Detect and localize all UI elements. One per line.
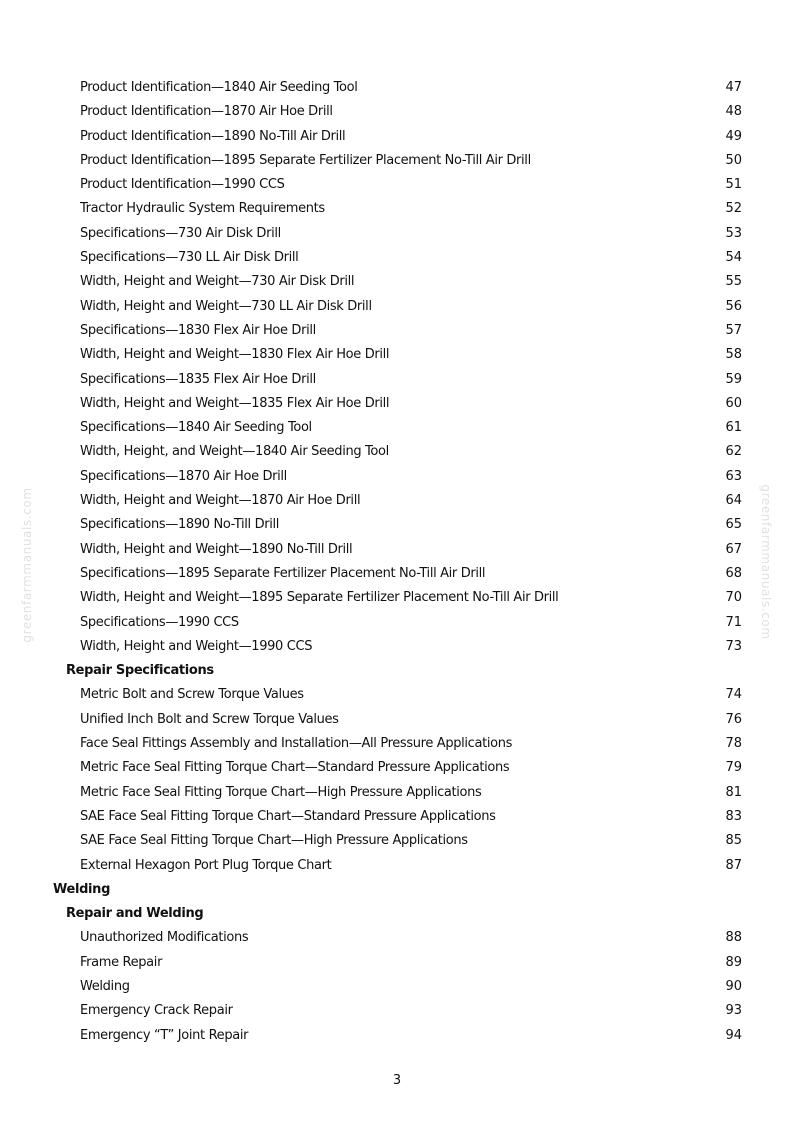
- toc-entry[interactable]: [0, 270, 794, 294]
- toc-entry-page-number: 55: [725, 274, 742, 290]
- toc-entry-title: SAE Face Seal Fitting Torque Chart—High Pressure Applications: [80, 833, 468, 849]
- toc-entry[interactable]: [0, 829, 794, 853]
- toc-entry-page-number: 74: [725, 687, 742, 703]
- toc-entry-title: Width, Height and Weight—1830 Flex Air Hoe Drill: [80, 347, 390, 363]
- toc-entry-title: Specifications—1890 No-Till Drill: [80, 517, 280, 533]
- page-number: 3: [392, 1073, 402, 1088]
- toc-entry-page-number: 76: [725, 711, 742, 727]
- toc-entry[interactable]: [0, 368, 794, 392]
- toc-entry[interactable]: [0, 295, 794, 319]
- toc-entry-page-number: 52: [725, 201, 742, 217]
- toc-entry[interactable]: [0, 781, 794, 805]
- toc-entry[interactable]: [0, 489, 794, 513]
- toc-entry-page-number: 50: [725, 152, 742, 168]
- toc-entry-page-number: 53: [725, 225, 742, 241]
- toc-entry[interactable]: [0, 683, 794, 707]
- toc-entry-title: Product Identification—1890 No-Till Air Drill: [80, 128, 346, 144]
- toc-entry-page-number: 64: [725, 493, 742, 509]
- toc-entry-title: Product Identification—1895 Separate Fertilizer Placement No-Till Air Drill: [80, 152, 531, 168]
- toc-entry[interactable]: [0, 392, 794, 416]
- toc-entry-page-number: 47: [725, 80, 742, 95]
- toc-entry-title: Width, Height and Weight—730 Air Disk Drill: [80, 274, 355, 290]
- toc-entry-page-number: 51: [725, 177, 742, 193]
- toc-entry-title: Specifications—730 Air Disk Drill: [80, 225, 281, 241]
- toc-entry[interactable]: [0, 635, 794, 659]
- toc-entry-page-number: 73: [725, 638, 742, 654]
- toc-entry[interactable]: [0, 465, 794, 489]
- toc-entry-page-number: 61: [725, 420, 742, 436]
- toc-entry-title: External Hexagon Port Plug Torque Chart: [80, 857, 332, 873]
- watermark-right: greenfarmmanuals.com: [759, 484, 773, 640]
- toc-entry-page-number: 88: [725, 930, 742, 946]
- toc-entry-page-number: 68: [725, 565, 742, 581]
- toc-entry[interactable]: [0, 611, 794, 635]
- toc-subsection-heading[interactable]: [0, 902, 794, 926]
- toc-entry-page-number: 67: [725, 541, 742, 557]
- toc-entry-page-number: 60: [725, 395, 742, 411]
- toc-entry-page-number: 57: [725, 322, 742, 338]
- toc-entry-page-number: 62: [725, 444, 742, 460]
- toc-entry[interactable]: [0, 76, 794, 100]
- toc-entry[interactable]: [0, 926, 794, 950]
- toc-entry-title: Specifications—1830 Flex Air Hoe Drill: [80, 322, 316, 338]
- toc-entry[interactable]: [0, 999, 794, 1023]
- toc-entry-title: Frame Repair: [80, 954, 163, 970]
- toc-entry-title: Width, Height and Weight—1835 Flex Air Hoe Drill: [80, 395, 390, 411]
- toc-entry-title: SAE Face Seal Fitting Torque Chart—Standard Pressure Applications: [80, 808, 496, 824]
- toc-entry-title: Specifications—1870 Air Hoe Drill: [80, 468, 287, 484]
- toc-entry-page-number: 65: [725, 517, 742, 533]
- toc-entry-page-number: 49: [725, 128, 742, 144]
- toc-entry-page-number: 83: [725, 808, 742, 824]
- toc-entry-page-number: 85: [725, 833, 742, 849]
- toc-entry-title: Repair and Welding: [66, 906, 204, 922]
- toc-entry-page-number: 87: [725, 857, 742, 873]
- toc-entry-page-number: 58: [725, 347, 742, 363]
- toc-entry[interactable]: [0, 562, 794, 586]
- toc-entry-page-number: 94: [725, 1027, 742, 1043]
- toc-entry-page-number: 93: [725, 1003, 742, 1019]
- toc-entry-title: Tractor Hydraulic System Requirements: [80, 201, 325, 217]
- toc-entry[interactable]: [0, 440, 794, 464]
- toc-entry[interactable]: [0, 173, 794, 197]
- toc-entry-title: Unauthorized Modifications: [80, 930, 249, 946]
- toc-entry-title: Width, Height and Weight—1895 Separate Fertilizer Placement No-Till Air Drill: [80, 590, 559, 606]
- toc-entry[interactable]: [0, 513, 794, 537]
- toc-entry[interactable]: [0, 854, 794, 878]
- toc-entry-title: Emergency Crack Repair: [80, 1003, 233, 1019]
- toc-entry[interactable]: [0, 975, 794, 999]
- toc-entry-title: Product Identification—1990 CCS: [80, 177, 285, 193]
- toc-entry-page-number: 56: [725, 298, 742, 314]
- watermark-left: greenfarmmanuals.com: [20, 487, 34, 643]
- toc-entry[interactable]: [0, 586, 794, 610]
- toc-entry-title: Width, Height, and Weight—1840 Air Seeding Tool: [80, 444, 389, 460]
- toc-entry-title: Metric Face Seal Fitting Torque Chart—Standard Pressure Applications: [80, 760, 510, 776]
- toc-entry-page-number: 54: [725, 250, 742, 266]
- toc-entry-page-number: 63: [725, 468, 742, 484]
- toc-entry[interactable]: [0, 732, 794, 756]
- toc-entry-title: Welding: [53, 881, 111, 897]
- toc-entry-title: Width, Height and Weight—730 LL Air Disk Drill: [80, 298, 372, 314]
- toc-entry-page-number: 90: [725, 978, 742, 994]
- toc-entry[interactable]: [0, 708, 794, 732]
- toc-entry-title: Width, Height and Weight—1890 No-Till Drill: [80, 541, 353, 557]
- toc-entry-title: Product Identification—1840 Air Seeding Tool: [80, 80, 358, 95]
- toc-entry[interactable]: [0, 538, 794, 562]
- toc-entry-page-number: 70: [725, 590, 742, 606]
- toc-entry[interactable]: [0, 125, 794, 149]
- table-of-contents: [0, 76, 794, 1048]
- toc-entry-title: Specifications—1835 Flex Air Hoe Drill: [80, 371, 316, 387]
- toc-entry[interactable]: [0, 416, 794, 440]
- toc-entry-title: Emergency “T” Joint Repair: [80, 1027, 249, 1043]
- toc-entry-page-number: 79: [725, 760, 742, 776]
- toc-entry[interactable]: [0, 149, 794, 173]
- toc-entry[interactable]: [0, 951, 794, 975]
- toc-entry-page-number: 89: [725, 954, 742, 970]
- toc-entry-title: Face Seal Fittings Assembly and Installation—All Pressure Applications: [80, 736, 513, 752]
- toc-entry[interactable]: [0, 222, 794, 246]
- toc-entry-title: Metric Bolt and Screw Torque Values: [80, 687, 304, 703]
- toc-entry[interactable]: [0, 343, 794, 367]
- toc-entry[interactable]: [0, 197, 794, 221]
- toc-entry-title: Specifications—730 LL Air Disk Drill: [80, 250, 299, 266]
- toc-entry-title: Width, Height and Weight—1990 CCS: [80, 638, 313, 654]
- toc-entry[interactable]: [0, 100, 794, 124]
- toc-entry-page-number: 71: [725, 614, 742, 630]
- toc-entry[interactable]: [0, 246, 794, 270]
- toc-entry[interactable]: [0, 1024, 794, 1048]
- toc-entry-title: Metric Face Seal Fitting Torque Chart—High Pressure Applications: [80, 784, 482, 800]
- toc-entry-page-number: 78: [725, 736, 742, 752]
- toc-entry-title: Welding: [80, 978, 130, 994]
- toc-entry-title: Specifications—1840 Air Seeding Tool: [80, 420, 312, 436]
- toc-entry-title: Specifications—1895 Separate Fertilizer Placement No-Till Air Drill: [80, 565, 486, 581]
- toc-entry-title: Width, Height and Weight—1870 Air Hoe Drill: [80, 493, 361, 509]
- toc-section-heading[interactable]: [0, 878, 794, 902]
- toc-entry[interactable]: [0, 756, 794, 780]
- toc-entry-title: Unified Inch Bolt and Screw Torque Values: [80, 711, 339, 727]
- toc-entry[interactable]: [0, 805, 794, 829]
- toc-subsection-heading[interactable]: [0, 659, 794, 683]
- toc-entry-page-number: 59: [725, 371, 742, 387]
- toc-entry-title: Product Identification—1870 Air Hoe Drill: [80, 104, 333, 120]
- toc-entry[interactable]: [0, 319, 794, 343]
- toc-entry-title: Specifications—1990 CCS: [80, 614, 239, 630]
- toc-entry-page-number: 81: [725, 784, 742, 800]
- toc-entry-title: Repair Specifications: [66, 663, 214, 679]
- toc-entry-page-number: 48: [725, 104, 742, 120]
